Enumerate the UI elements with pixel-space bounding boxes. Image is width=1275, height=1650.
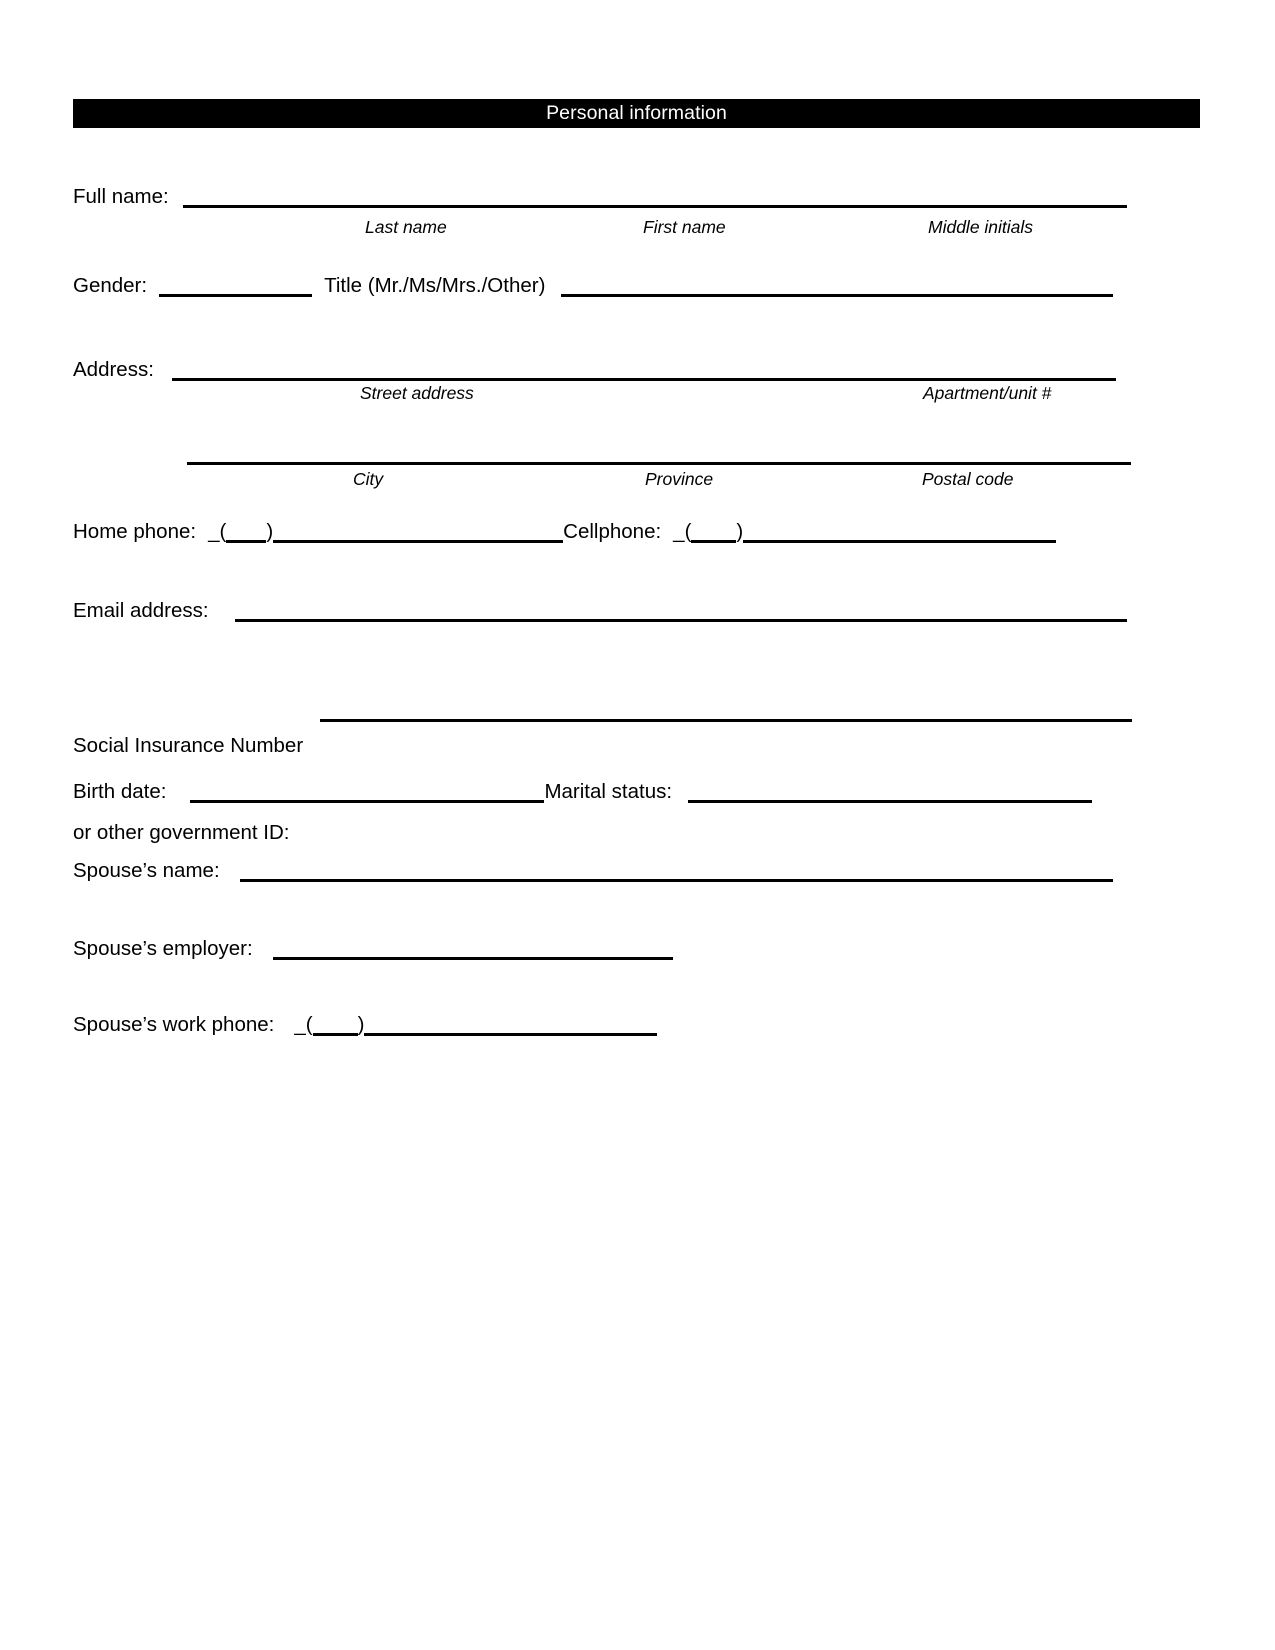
title-label: Title (Mr./Ms/Mrs./Other): [324, 274, 546, 297]
field-row-email: [73, 600, 1127, 622]
address-label: Address:: [73, 358, 154, 381]
caption-city: City: [353, 469, 384, 489]
caption-street-address: Street address: [360, 383, 474, 403]
cellphone-label: Cellphone:: [563, 520, 662, 543]
field-row-phones: [73, 521, 1056, 543]
caption-province: Province: [645, 469, 714, 489]
full-name-label: Full name:: [73, 185, 169, 208]
spouse-name-label: Spouse’s name:: [73, 859, 220, 882]
spouse-employer-input-line[interactable]: [273, 940, 673, 960]
section-header-personal-information: [73, 99, 1200, 128]
marital-status-input-line[interactable]: [688, 783, 1092, 803]
field-row-spouse-work-phone: [73, 1014, 657, 1036]
spouse-work-phone-area-code-line[interactable]: [313, 1018, 358, 1036]
field-row-spouse-employer: [73, 938, 673, 960]
social-insurance-number-label-line2: or other government ID:: [73, 821, 290, 844]
field-row-gender-title: [73, 275, 1113, 297]
field-row-address-line2: [187, 445, 1131, 465]
home-phone-area-suffix: ): [266, 520, 274, 543]
cellphone-area-prefix: _(: [673, 520, 692, 543]
social-insurance-number-input-line[interactable]: [320, 702, 1132, 722]
spouse-name-input-line[interactable]: [240, 862, 1113, 882]
section-header-title: Personal information: [546, 101, 727, 124]
gender-input-line[interactable]: [159, 277, 312, 297]
marital-status-label: Marital status:: [544, 780, 673, 803]
spouse-work-phone-input-line[interactable]: [364, 1016, 657, 1036]
cellphone-area-suffix: ): [736, 520, 744, 543]
title-input-line[interactable]: [561, 277, 1113, 297]
full-name-input-line[interactable]: [183, 188, 1127, 208]
field-row-spouse-name: [73, 860, 1113, 882]
spouse-work-phone-area-prefix: _(: [294, 1013, 313, 1036]
caption-first-name: First name: [643, 217, 726, 237]
email-address-label: Email address:: [73, 599, 209, 622]
caption-last-name: Last name: [365, 217, 447, 237]
address-line2-input-line[interactable]: [187, 445, 1131, 465]
home-phone-input-line[interactable]: [273, 523, 563, 543]
field-row-address: [73, 359, 1116, 381]
birth-date-input-line[interactable]: [190, 783, 544, 803]
field-row-social-insurance-number: [320, 702, 1132, 722]
spouse-work-phone-area-suffix: ): [357, 1013, 365, 1036]
caption-apartment-unit: Apartment/unit #: [923, 383, 1052, 403]
email-address-input-line[interactable]: [235, 602, 1127, 622]
birth-date-label: Birth date:: [73, 780, 167, 803]
caption-middle-initials: Middle initials: [928, 217, 1034, 237]
field-row-birth-marital: [73, 781, 1092, 803]
home-phone-area-code-line[interactable]: [226, 525, 266, 543]
field-row-full-name: [73, 186, 1127, 208]
cellphone-area-code-line[interactable]: [691, 525, 736, 543]
cellphone-input-line[interactable]: [743, 523, 1056, 543]
caption-postal-code: Postal code: [922, 469, 1014, 489]
spouse-employer-label: Spouse’s employer:: [73, 937, 253, 960]
gender-label: Gender:: [73, 274, 148, 297]
home-phone-label: Home phone:: [73, 520, 197, 543]
social-insurance-number-label-line1: Social Insurance Number: [73, 734, 304, 757]
home-phone-area-prefix: _(: [208, 520, 227, 543]
address-input-line[interactable]: [172, 361, 1116, 381]
spouse-work-phone-label: Spouse’s work phone:: [73, 1013, 275, 1036]
